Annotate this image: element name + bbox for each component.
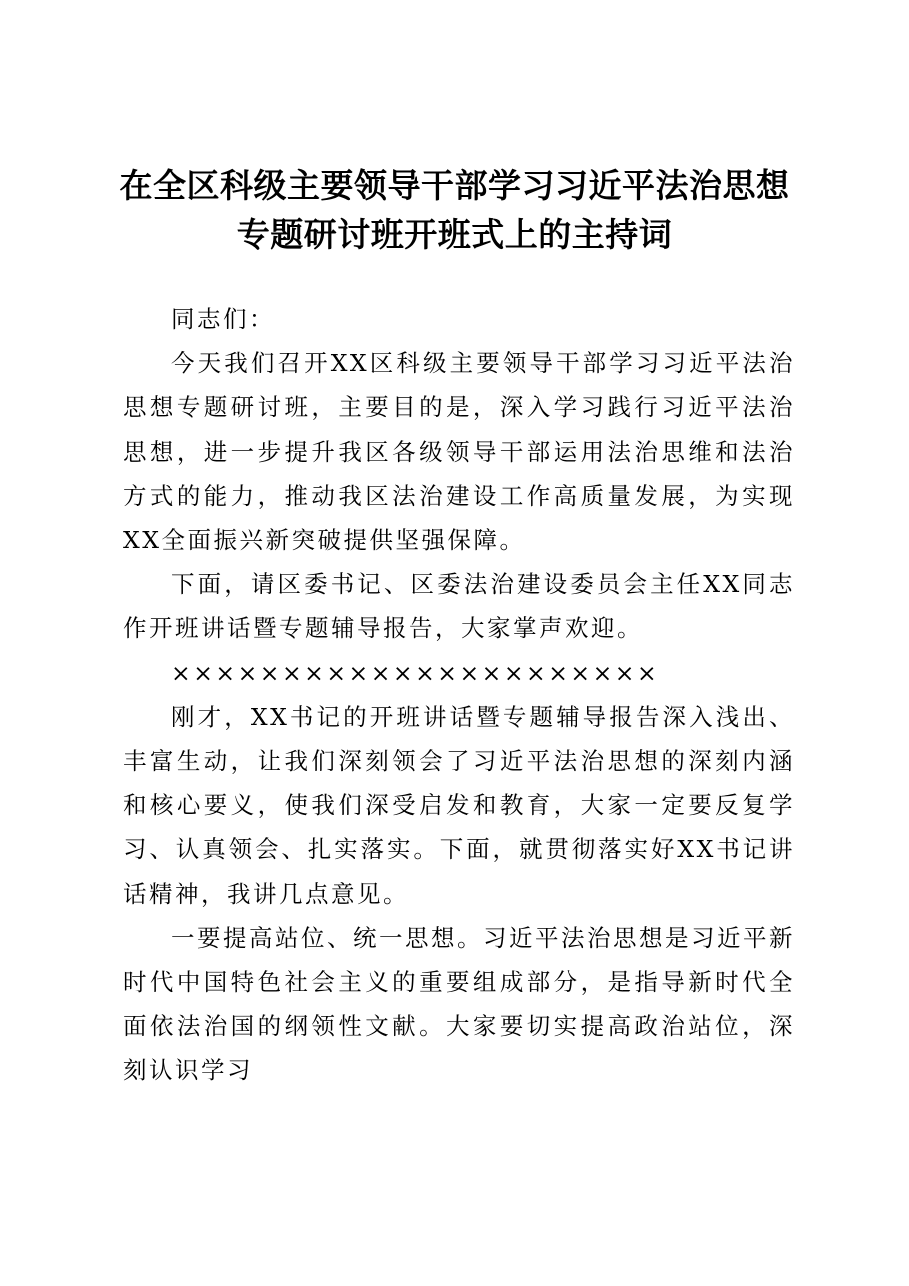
paragraph-introduce-speaker: 下面，请区委书记、区委法治建设委员会主任XX同志作开班讲话暨专题辅导报告，大家掌声欢迎。	[123, 570, 795, 643]
paragraph-opening: 今天我们召开XX区科级主要领导干部学习习近平法治思想专题研讨班，主要目的是，深入学习践行习近平法治思想，进一步提升我区各级领导干部运用法治思维和法治方式的能力，推动我区法治建设工作高质量发展，为实现XX全面振兴新突破提供坚强保障。	[123, 349, 795, 555]
paragraph-salutation: 同志们：	[171, 305, 275, 333]
paragraph-point-one: 一要提高站位、统一思想。习近平法治思想是习近平新时代中国特色社会主义的重要组成部分，是指导新时代全面依法治国的纲领性文献。大家要切实提高政治站位，深刻认识学习	[123, 923, 795, 1085]
paragraph-summary: 刚才，XX书记的开班讲话暨专题辅导报告深入浅出、丰富生动，让我们深刻领会了习近平法治思想的深刻内涵和核心要义，使我们深受启发和教育，大家一定要反复学习、认真领会、扎实落实。下面，就贯彻落实好XX书记讲话精神，我讲几点意见。	[123, 702, 795, 908]
document-body	[123, 297, 795, 1093]
document-title-line-1: 在全区科级主要领导干部学习习近平法治思想	[119, 166, 790, 205]
document-title-line-2: 专题研讨班开班式上的主持词	[236, 215, 673, 254]
paragraph-placeholder-marks: ××××××××××××××××××××××	[171, 658, 660, 687]
